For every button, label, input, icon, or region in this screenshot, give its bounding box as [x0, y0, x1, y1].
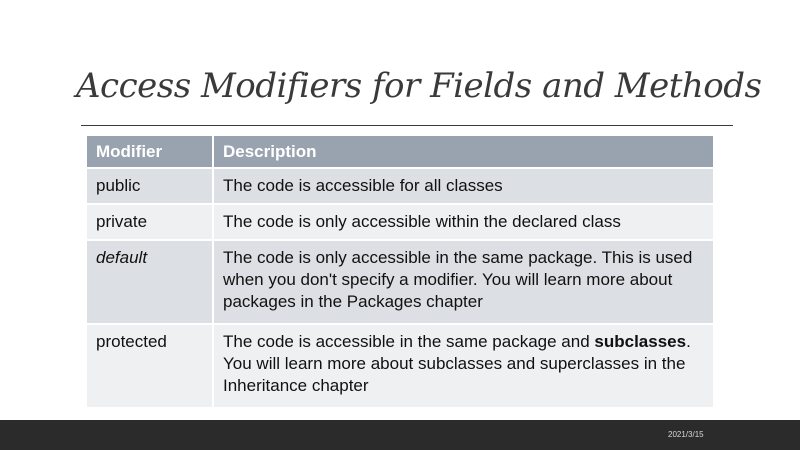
- modifier-cell: protected: [87, 324, 213, 408]
- table-row: [87, 204, 713, 240]
- table-header-row: [87, 136, 713, 168]
- modifier-cell: public: [87, 168, 213, 204]
- title-divider: [81, 125, 733, 126]
- description-text-pre: The code is accessible in the same package and: [223, 332, 595, 351]
- column-header-modifier: Modifier: [87, 136, 213, 168]
- description-cell: [213, 324, 713, 408]
- table-row: [87, 324, 713, 408]
- table-row: [87, 240, 713, 324]
- description-cell: The code is accessible for all classes: [213, 168, 713, 204]
- subclasses-bold-text: subclasses: [594, 332, 687, 351]
- column-header-description: Description: [213, 136, 713, 168]
- slide-date: 2021/3/15: [668, 430, 704, 439]
- modifier-default-text: default: [96, 248, 148, 267]
- description-cell: The code is only accessible within the declared class: [213, 204, 713, 240]
- description-text-post: . You will learn more about subclasses and superclasses in the Inheritance chapter: [223, 332, 691, 395]
- description-cell: The code is only accessible in the same package. This is used when you don't specify a modifier. You will learn more about packages in the Packages chapter: [213, 240, 713, 324]
- table-row: [87, 168, 713, 204]
- modifier-cell: [87, 240, 213, 324]
- slide-footer-bar: [0, 420, 800, 450]
- slide-title: Access Modifiers for Fields and Methods: [76, 66, 762, 106]
- access-modifiers-table: [87, 136, 713, 409]
- modifier-cell: private: [87, 204, 213, 240]
